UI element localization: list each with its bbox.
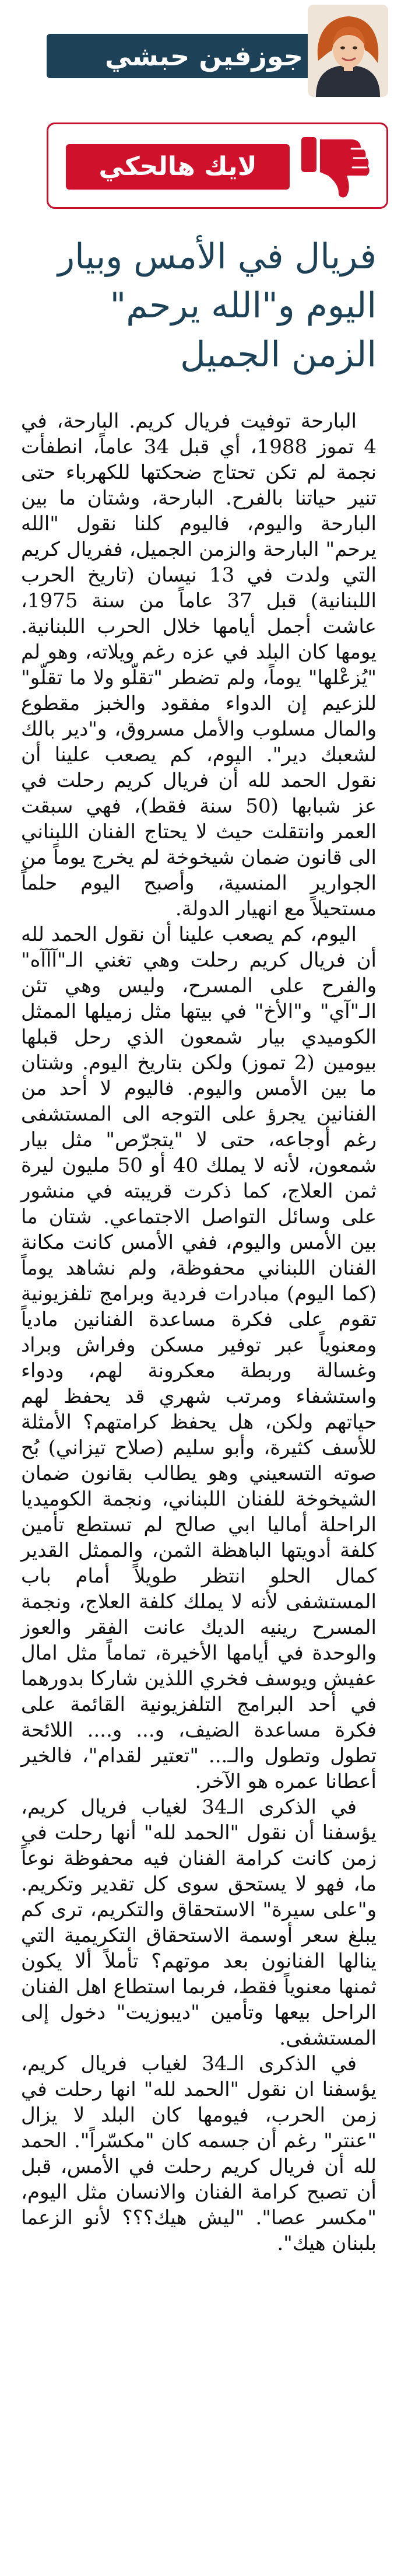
dislike-banner[interactable] xyxy=(47,123,388,209)
dislike-label[interactable]: لايك هالحكي xyxy=(66,144,290,190)
author-avatar[interactable] xyxy=(308,5,388,97)
article-paragraph: البارحة توفيت فريال كريم. البارحة، في 4 تموز 1988، أي قبل 34 عاماً، انطفأت نجمة لم تكن تحتاج ضحكتها للكهرباء حتى تنير حياتنا بالفرح. البارحة، وشتان ما بين البارحة واليوم، فاليوم كلنا نقول "الله يرحم" البارحة والزمن الجميل، ففريال كريم التي ولدت في 13 نيسان (تاريخ الحرب اللبنانية) قبل 37 عاماً من سنة 1975، عاشت أجمل أيامها خلال الحرب اللبنانية. يومها كان البلد في عزه رغم ويلاته، وهو لم "يُزعْلها" يوماً، ولم تضطر "تقلّو ولا ما تقلّو" للزعيم إن الدواء مفقود والخبز مقطوع والمال مسلوب والأمل مسروق، و"دير بالك لشعبك دير". اليوم، كم يصعب علينا أن نقول الحمد لله أن فريال كريم رحلت في عز شبابها (50 سنة فقط)، فهي سبقت العمر وانتقلت حيث لا يحتاج الفنان اللبناني الى قانون ضمان شيخوخة لم يخرج يوماً من الجوارير المنسية، وأصبح اليوم حلماً مستحيلاً مع انهيار الدولة. xyxy=(21,410,377,921)
article-paragraph: في الذكرى الـ34 لغياب فريال كريم، يؤسفنا أن نقول "الحمد لله" أنها رحلت في زمن كانت كرامة الفنان فيه محفوظة نوعاً ما، فهو لا يستحق سوى كل تقدير وتكريم. و"على سيرة" الاستحقاق والتكريم، ترى كم يبلغ سعر أوسمة الاستحقاق التكريمية التي ينالها الفنانون بعد موتهم؟ تأملاً ألا يكون ثمنها معنوياً فقط، فربما استطاع اهل الفنان الراحل بيعها وتأمين "ديبوزيت" دخول إلى المستشفى. xyxy=(21,1796,377,2050)
article-title: فريال في الأمس وبيار اليوم و"الله يرحم" الزمن الجميل xyxy=(58,236,377,375)
article-body xyxy=(21,408,377,2256)
thumbs-down-icon[interactable] xyxy=(298,132,374,201)
article-paragraph: اليوم، كم يصعب علينا أن نقول الحمد لله أن فريال كريم رحلت وهي تغني الـ"آآآه" والفرح على المسرح، وليس وهي تئن الـ"آي" و"الأخ" في بيتها مثل زميلها الممثل الكوميدي بيار شمعون الذي رحل قبلها بيومين (2 تموز) ولكن بتاريخ اليوم. وشتان ما بين الأمس واليوم. فاليوم لا أحد من الفنانين يجرؤ على التوجه الى المستشفى رغم أوجاعه، حتى لا "يتجرّص" مثل بيار شمعون، لأنه لا يملك 40 أو 50 مليون ليرة ثمن العلاج، كما ذكرت قريبته في منشور على وسائل التواصل الاجتماعي. شتان ما بين الأمس واليوم، ففي الأمس كانت مكانة الفنان اللبناني محفوظة، ولم نشاهد يوماً (كما اليوم) مبادرات فردية وبرامج تلفزيونية تقوم على فكرة مساعدة الفنانين مادياً ومعنوياً عبر توفير مسكن وفراش وبراد وغسالة وربطة معكرونة لهم، ودواء واستشفاء ومرتب شهري قد يحفظ لهم حياتهم ولكن، هل يحفظ كرامتهم؟ الأمثلة للأسف كثيرة، وأبو سليم (صلاح تيزاني) بُح صوته التسعيني وهو يطالب بقانون ضمان الشيخوخة للفنان اللبناني، ونجمة الكوميديا الراحلة أماليا ابي صالح لم تستطع تأمين كلفة أدويتها الباهظة الثمن، والممثل القدير كمال الحلو انتظر طويلاً أمام باب المستشفى لأنه لا يملك كلفة العلاج، ونجمة المسرح رينيه الديك عانت الفقر والعوز والوحدة في أيامها الأخيرة، تماماً مثل امال عفيش ويوسف فخري اللذين شاركا بدورهما في أحد البرامج التلفزيونية القائمة على فكرة مساعدة الضيف، و... و.... اللائحة تطول وتطول والـ... "تعتير لقدام"، فالخير أعطانا عمره هو الآخر. xyxy=(21,923,377,1793)
author-portrait-icon xyxy=(308,5,388,97)
article-paragraph: في الذكرى الـ34 لغياب فريال كريم، يؤسفنا ان نقول "الحمد لله" انها رحلت في زمن الحرب، فيومها كان البلد لا يزال "عنتر" رغم أن جسمه كان "مكسّراً". الحمد لله أن فريال كريم رحلت في الأمس، قبل أن تصبح كرامة الفنان والانسان مثل اليوم، "مكسر عصا". "ليش هيك؟؟؟ لأنو الزعما بلبنان هيك". xyxy=(21,2052,377,2255)
author-name[interactable]: جوزفين حبشي xyxy=(104,40,303,72)
article-header xyxy=(0,0,401,102)
